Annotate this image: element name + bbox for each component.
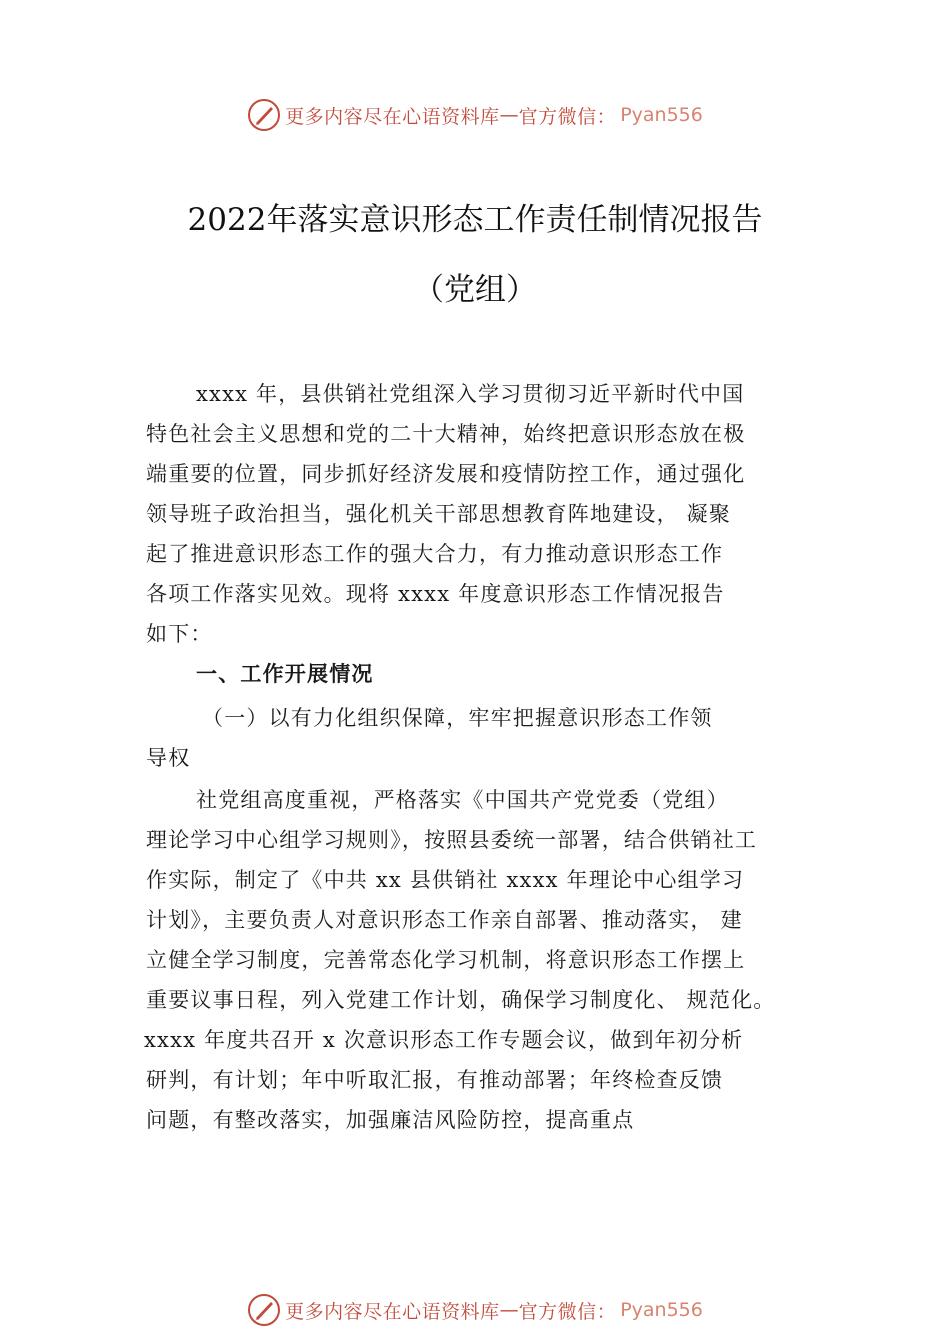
body-line: 如下： <box>146 622 213 646</box>
section-heading: 一、工作开展情况 <box>196 662 374 686</box>
body-line: 计划》，主要负责人对意识形态工作亲自部署、推动落实， 建 <box>146 908 743 932</box>
watermark-footer <box>0 1290 950 1330</box>
watermark-brand: 更多内容尽在心语资料库 <box>285 1300 500 1323</box>
document-title: 2022年落实意识形态工作责任制情况报告 <box>187 202 763 238</box>
watermark-account: Pyan556 <box>620 104 703 126</box>
body-line: 立健全学习制度，完善常态化学习机制，将意识形态工作摆上 <box>146 948 746 972</box>
document-subtitle: （党组） <box>413 272 537 308</box>
watermark-header <box>0 95 950 135</box>
body-line: 理论学习中心组学习规则》，按照县委统一部署，结合供销社工 <box>146 828 758 852</box>
body-line: 各项工作落实见效。现将 xxxx 年度意识形态工作情况报告 <box>146 582 725 606</box>
body-line: 社党组高度重视，严格落实《中国共产党党委（党组） <box>196 788 729 812</box>
watermark-official: 官方微信： <box>518 105 617 128</box>
subsection-heading-cont: 导权 <box>146 746 191 770</box>
body-line: 问题，有整改落实，加强廉洁风险防控，提高重点 <box>146 1108 635 1132</box>
quill-logo-icon <box>247 98 281 132</box>
watermark-dash: — <box>499 1299 519 1321</box>
body-line: 特色社会主义思想和党的二十大精神，始终把意识形态放在极 <box>146 422 746 446</box>
body-line: 作实际，制定了《中共 xx 县供销社 xxxx 年理论中心组学习 <box>146 868 745 892</box>
watermark-account: Pyan556 <box>620 1299 703 1321</box>
body-line: 研判，有计划；年中听取汇报，有推动部署；年终检查反馈 <box>146 1068 724 1092</box>
body-line: 领导班子政治担当，强化机关干部思想教育阵地建设， 凝聚 <box>146 502 732 526</box>
subsection-heading: （一）以有力化组织保障，牢牢把握意识形态工作领 <box>202 706 713 730</box>
body-line: 重要议事日程，列入党建工作计划，确保学习制度化、 规范化。 <box>146 988 776 1012</box>
document-body <box>146 374 836 1140</box>
watermark-brand: 更多内容尽在心语资料库 <box>285 105 500 128</box>
quill-logo-icon <box>247 1293 281 1327</box>
watermark-dash: — <box>499 104 519 126</box>
watermark-official: 官方微信： <box>518 1300 617 1323</box>
body-line: xxxx 年，县供销社党组深入学习贯彻习近平新时代中国 <box>196 382 745 406</box>
body-line: 端重要的位置，同步抓好经济发展和疫情防控工作，通过强化 <box>146 462 746 486</box>
body-line: xxxx 年度共召开 x 次意识形态工作专题会议，做到年初分析 <box>144 1028 744 1052</box>
body-line: 起了推进意识形态工作的强大合力，有力推动意识形态工作 <box>146 542 724 566</box>
